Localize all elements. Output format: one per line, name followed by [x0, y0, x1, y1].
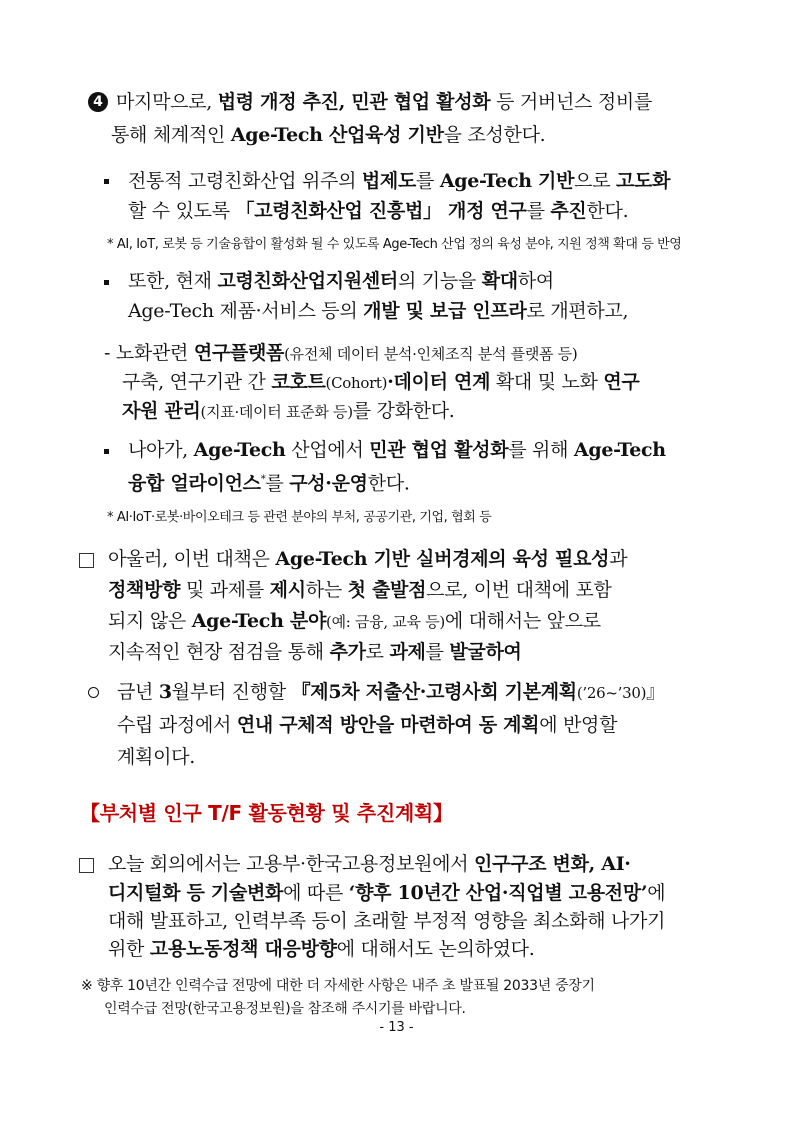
circle1-line1 — [117, 679, 665, 706]
text-run: 전통적 고령친화산업 위주의 — [128, 170, 362, 192]
text-run: 3 — [158, 681, 172, 703]
text-run: 고도화 — [616, 170, 671, 192]
text-run: * — [260, 474, 266, 485]
text-run: 하는 — [305, 579, 348, 601]
text-run: 정책방향 — [108, 579, 181, 601]
bullet2-line2 — [128, 298, 628, 324]
text-run: 『제5차 저출산·고령사회 기본계획 — [291, 681, 577, 703]
text-run: 지속적인 현장 점검을 통해 — [108, 641, 330, 663]
text-run: 구축, 연구기관 간 — [122, 371, 272, 393]
text-run: (Cohort) — [325, 374, 388, 392]
box2-line2 — [108, 880, 665, 906]
dash1-line3 — [122, 398, 455, 425]
text-run: 발굴하여 — [449, 641, 522, 663]
text-run: 를 — [416, 170, 440, 192]
bullet3-line1 — [128, 437, 666, 463]
text-run: 하여 — [517, 270, 554, 292]
bullet1-line1 — [128, 168, 670, 194]
text-run: 고용노동정책 대응방향 — [149, 938, 337, 960]
text-run: 과제 — [389, 641, 426, 663]
text-run: ‘향후 10년간 산업·직업별 고용전망’ — [348, 882, 648, 904]
text-run: Age-Tech — [193, 439, 286, 461]
dash1-line1 — [104, 340, 577, 367]
dash1-line2 — [122, 369, 639, 396]
text-run: Age-Tech 산업육성 기반 — [230, 124, 444, 146]
bullet1-note: * AI, IoT, 로봇 등 기술융합이 활성화 될 수 있도록 Age-Tech 산업 정의 육성 분야, 지원 정책 확대 등 반영 — [107, 237, 682, 252]
text-run: 대해 발표하고, 인력부족 등이 초래할 부정적 영향을 최소화해 나가기 — [108, 910, 666, 932]
text-run: 통해 체계적인 — [111, 124, 231, 146]
checkbox-bullet — [79, 553, 94, 568]
square-bullet — [104, 449, 109, 454]
text-run: (유전체 데이터 분석·인체조직 분석 플랫폼 등) — [284, 345, 578, 363]
box2-line1 — [108, 851, 631, 877]
text-run: 를 — [526, 200, 551, 222]
text-run: 「고령친화산업 진흥법」 개정 연구 — [235, 200, 527, 222]
text-run: 를 위해 — [508, 439, 574, 461]
text-run: 되지 않은 — [108, 610, 192, 632]
text-run: 에 — [647, 882, 666, 904]
text-run: 융합 얼라이언스 — [128, 472, 261, 495]
text-run: 확대 — [481, 270, 518, 292]
text-run: (지표·데이터 표준화 등) — [200, 403, 353, 421]
text-run: 인구구조 변화, AI· — [474, 853, 631, 875]
item4-line2 — [111, 122, 545, 148]
text-run: 마지막으로, — [116, 91, 218, 113]
text-run: 에 따른 — [283, 882, 349, 904]
text-run: (’26~’30) — [576, 684, 647, 702]
text-run: 』 — [646, 681, 665, 703]
text-run: 한다. — [586, 200, 629, 222]
text-run: 구성·운영 — [289, 472, 368, 495]
item-number-marker: 4 — [88, 92, 108, 112]
text-run: 의 기능을 — [397, 270, 482, 292]
text-run: ·데이터 연계 — [387, 371, 491, 393]
text-run: 에 반영할 — [539, 714, 618, 736]
text-run: 을 조성한다. — [443, 124, 546, 146]
text-run: 개발 및 보급 인프라 — [363, 300, 527, 322]
text-run: 수립 과정에서 — [117, 714, 237, 736]
text-run: 할 수 있도록 — [128, 200, 236, 222]
text-run: 에 대해서도 논의하였다. — [336, 938, 535, 960]
text-run: 나아가, — [128, 439, 194, 461]
box1-line4 — [108, 639, 522, 665]
text-run: Age-Tech — [573, 439, 666, 461]
bullet1-line2 — [128, 198, 628, 224]
text-run: 으로 — [574, 170, 617, 192]
text-run: 를 — [425, 641, 450, 663]
text-run: 디지털화 등 기술변화 — [108, 882, 284, 904]
item4-line1 — [116, 89, 652, 115]
text-run: 연구플랫폼 — [193, 342, 285, 364]
text-run: Age-Tech 분야 — [191, 610, 327, 632]
box1-line1 — [108, 546, 627, 572]
box2-line3 — [108, 908, 665, 934]
text-run: Age-Tech 제품·서비스 등의 — [128, 300, 364, 322]
square-bullet — [104, 179, 109, 184]
footnote-line2: 인력수급 전망(한국고용정보원)을 참조해 주시기를 바랍니다. — [104, 1001, 466, 1017]
text-run: 자원 관리 — [122, 400, 201, 422]
text-run: 등 거버넌스 정비를 — [490, 91, 652, 113]
text-run: 고령친화산업지원센터 — [217, 270, 398, 292]
text-run: 월부터 진행할 — [171, 681, 292, 703]
text-run: 를 — [265, 472, 290, 495]
box2-line4 — [108, 936, 534, 962]
text-run: 법제도 — [361, 170, 417, 192]
text-run: Age-Tech 기반 — [439, 170, 575, 192]
square-bullet — [104, 280, 109, 285]
text-run: 민관 협업 활성화 — [369, 439, 509, 461]
bullet3-note: * AI·IoT·로봇·바이오테크 등 관련 분야의 부처, 공공기관, 기업, 협회 등 — [107, 510, 492, 525]
text-run: 아울러, 이번 대책은 — [108, 548, 276, 570]
text-run: 로 — [365, 641, 390, 663]
text-run: 연구 — [603, 371, 640, 393]
box1-line3 — [108, 608, 601, 635]
text-run: 산업에서 — [285, 439, 370, 461]
text-run: 오늘 회의에서는 고용부·한국고용정보원에서 — [108, 853, 474, 875]
text-run: 로 개편하고, — [526, 300, 629, 322]
text-run: 및 과제를 — [180, 579, 270, 601]
circle1-line3 — [117, 744, 195, 770]
section-heading: 【부처별 인구 T/F 활동현황 및 추진계획】 — [80, 801, 453, 825]
text-run: 또한, 현재 — [128, 270, 218, 292]
text-run: 추가 — [329, 641, 366, 663]
text-run: 한다. — [367, 472, 410, 495]
text-run: 첫 출발점 — [347, 579, 427, 601]
text-run: 연내 구체적 방안을 마련하여 동 계획 — [236, 714, 540, 736]
box1-line2 — [108, 577, 612, 603]
text-run: Age-Tech 기반 실버경제의 육성 필요성 — [275, 548, 610, 570]
circle1-line2 — [117, 712, 617, 738]
text-run: 과 — [609, 548, 628, 570]
text-run: 확대 및 노화 — [490, 371, 604, 393]
circle-bullet — [88, 687, 99, 698]
text-run: 계획이다. — [117, 746, 195, 768]
footnote-line1: ※ 향후 10년간 인력수급 전망에 대한 더 자세한 사항은 내주 초 발표될 2033년 중장기 — [81, 978, 595, 994]
text-run: 에 대해서는 앞으로 — [444, 610, 601, 632]
text-run: 코호트 — [271, 371, 326, 393]
text-run: - 노화관련 — [104, 342, 194, 364]
text-run: (예: 금융, 교육 등) — [326, 613, 445, 631]
text-run: 법령 개정 추진, 민관 협업 활성화 — [217, 91, 491, 113]
checkbox-bullet — [79, 858, 94, 873]
text-run: 위한 — [108, 938, 150, 960]
bullet2-line1 — [128, 268, 554, 294]
text-run: 추진 — [550, 200, 587, 222]
page-number: - 13 - — [379, 1020, 414, 1035]
text-run: 를 강화한다. — [352, 400, 455, 422]
text-run: 으로, 이번 대책에 포함 — [426, 579, 612, 601]
text-run: 제시 — [269, 579, 306, 601]
text-run: 금년 — [117, 681, 159, 703]
bullet3-line2 — [128, 467, 410, 496]
